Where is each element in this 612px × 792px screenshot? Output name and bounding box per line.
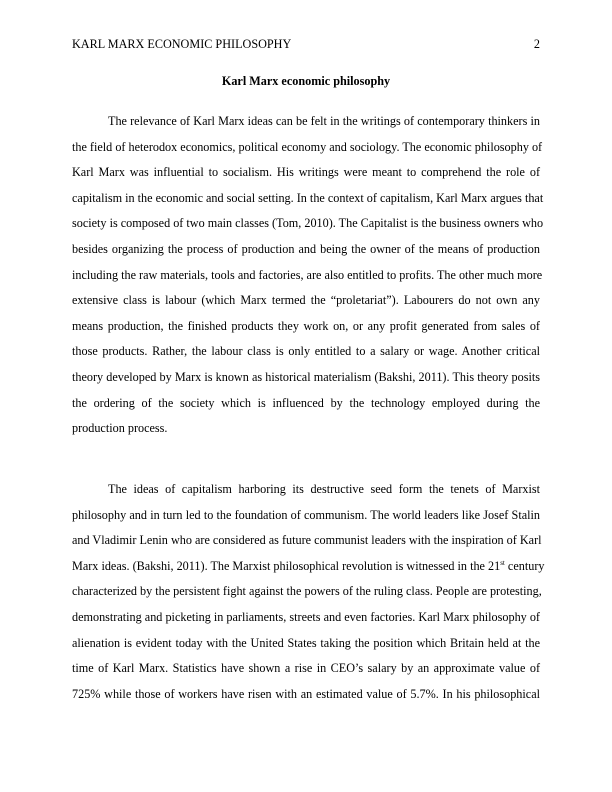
paragraph-line: demonstrating and picketing in parliaments, streets and even factories. Karl Marx philosophy of	[72, 609, 540, 624]
paragraph-line: society is composed of two main classes (Tom, 2010). The Capitalist is the business owners who	[72, 216, 544, 231]
paragraph-1	[72, 109, 544, 442]
paragraph-line: the field of heterodox economics, political economy and sociology. The economic philosophy of	[72, 139, 543, 154]
paragraph-line: time of Karl Marx. Statistics have shown a rise in CEO’s salary by an approximate value of	[72, 661, 540, 676]
running-head: KARL MARX ECONOMIC PHILOSOPHY	[72, 37, 292, 51]
paragraph-line: The ideas of capitalism harboring its destructive seed form the tenets of Marxist	[108, 482, 540, 496]
paragraph-line: alienation is evident today with the United States taking the position which Britain held at the	[72, 635, 540, 650]
paragraph-line: philosophy and in turn led to the foundation of communism. The world leaders like Josef Stalin	[72, 507, 540, 522]
paragraph-line: those products. Rather, the labour class is only entitled to a salary or wage. Another critical	[72, 344, 540, 359]
paragraph-line: production process.	[72, 421, 168, 436]
paragraph-line: capitalism in the economic and social setting. In the context of capitalism, Karl Marx argues that	[72, 190, 544, 205]
paragraph-line: characterized by the persistent fight against the powers of the ruling class. People are protesting,	[72, 584, 542, 599]
paragraph-line: Karl Marx was influential to socialism. His writings were meant to comprehend the role of	[72, 165, 540, 180]
paragraph-line: 725% while those of workers have risen with an estimated value of 5.7%. In his philosophical	[72, 686, 540, 701]
line-text-after: century	[504, 558, 545, 573]
paragraph-line: including the raw materials, tools and factories, are also entitled to profits. The other much more	[72, 267, 543, 282]
paragraph-line: theory developed by Marx is known as historical materialism (Bakshi, 2011). This theory posits	[72, 369, 540, 384]
page-number: 2	[533, 37, 540, 51]
paragraph-line: means production, the finished products they work on, or any profit generated from sales of	[72, 318, 540, 333]
paragraph-line-with-superscript	[72, 554, 545, 580]
paragraph-line: the ordering of the society which is influenced by the technology employed during the	[72, 395, 540, 410]
line-text-before: Marx ideas. (Bakshi, 2011). The Marxist philosophical revolution is witnessed in the 21	[72, 558, 501, 573]
document-title: Karl Marx economic philosophy	[221, 74, 391, 88]
ordinal-superscript: st	[500, 558, 505, 567]
paragraph-line: besides organizing the process of production and being the owner of the means of production	[72, 241, 540, 256]
paragraph-line: The relevance of Karl Marx ideas can be felt in the writings of contemporary thinkers in	[108, 114, 540, 128]
paragraph-2	[72, 477, 545, 707]
paragraph-line: extensive class is labour (which Marx termed the “proletariat”). Labourers do not own any	[72, 293, 540, 308]
paragraph-line: and Vladimir Lenin who are considered as future communist leaders with the inspiration of Karl	[72, 533, 542, 548]
